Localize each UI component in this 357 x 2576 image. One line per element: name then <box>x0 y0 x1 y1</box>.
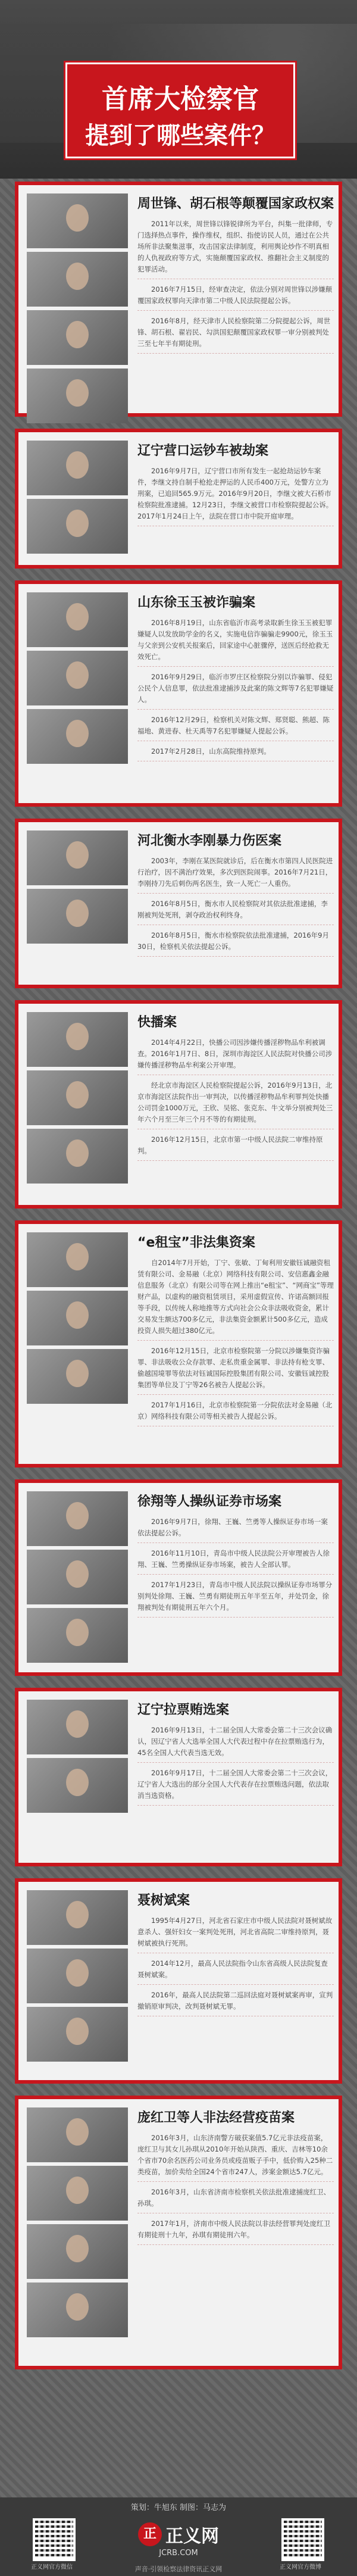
footer <box>0 2497 357 2576</box>
case-photos <box>27 1012 128 1187</box>
case-title: 山东徐玉玉被诈骗案 <box>137 595 256 610</box>
courtroom-photo <box>27 1012 128 1067</box>
case-paragraph: 2016年12月15日，北京市检察院第一分院以涉嫌集资诈骗罪、非法吸收公众存款罪、走私贵重金属罪、非法持有枪支罪、偷越国境罪等依法对钰诚国际控股集团有限公司、安徽钰诚控股集团等单位及丁宁等26名被告人提起公诉。 <box>137 1345 334 1395</box>
ezubao-photo <box>27 1232 128 1287</box>
defendant-photo <box>27 310 128 365</box>
qr-label-wechat: 正义网官方微信 <box>31 2564 73 2571</box>
qr-label-weibo: 正义网官方微博 <box>280 2564 321 2571</box>
case-title: 徐翔等人操纵证券市场案 <box>137 1494 282 1509</box>
vaccine-photo <box>27 2107 128 2162</box>
case-paragraph: 2016年9月29日，临沂市罗庄区检察院分别以诈骗罪、侵犯公民个人信息罪，依法批准逮捕涉及此案的陈文辉等7名犯罪嫌疑人。 <box>137 672 334 710</box>
case-title: 快播案 <box>137 1015 177 1030</box>
vaccine-photo <box>27 2224 128 2279</box>
page-subtitle: 提到了哪些案件？ <box>85 122 275 149</box>
case-photos <box>27 441 128 557</box>
vaccine-photo <box>27 2166 128 2221</box>
case-paragraph: 2016年11月10日，青岛市中级人民法院公开审理被告人徐翔、王巍、竺勇操纵证券市场案，被告人全部认罪。 <box>137 1548 334 1575</box>
case-paragraph: 2016年3月，山东省济南市检察机关依法批准逮捕庞红卫、孙琪。 <box>137 2187 334 2213</box>
case-paragraph: 2016年8月5日，衡水市人民检察院对其依法批准逮捕，李刚被判处死刑，剥夺政治权利终身。 <box>137 898 334 925</box>
jcrb-logo[interactable] <box>128 2521 229 2558</box>
case-paragraph: 2011年以来，周世锋以锋锐律所为平台，纠集一批律师，专门选择热点事件，操作维权，组织、指使访民人员，通过在公共场所非法聚集滋事，攻击国家法律制度，利用舆论炒作不明真相的人仇视政府等方式，实施颠覆国家政权、推翻社会主义制度的犯罪活动。 <box>137 218 334 279</box>
case-title: 河北衡水李刚暴力伤医案 <box>137 833 282 848</box>
case-paragraph: 2003年，李刚在某医院就诊后，后在衡水市第四人民医院进行治疗，因不满治疗效果，多次到医院闹事。2016年7月21日，李刚持刀先后刺伤两名医生，致一人死亡一人重伤。 <box>137 855 334 894</box>
case-photos <box>27 1491 128 1666</box>
defendant-photo <box>27 369 128 423</box>
footer-slogan: 声音·引领检察法律资讯正义网 <box>134 2565 223 2573</box>
case-photo <box>27 889 128 944</box>
case-photo <box>27 592 128 647</box>
bribery-illustration <box>27 1700 128 1754</box>
case-paragraph: 经北京市海淀区人民检察院提起公诉，2016年9月13日，北京市海淀区法院作出一审判决，以传播淫秽物品牟利罪判处快播公司罚金1000万元，王欣、吴铭、张克东、牛文举分别被判处三年六个月至三年三个月不等的有期徒刑。 <box>137 1080 334 1129</box>
page-title: 首席大检察官 <box>102 84 259 114</box>
case-photo <box>27 1608 128 1663</box>
case-paragraph: 2014年12月，最高人民法院指令山东省高级人民法院复查聂树斌案。 <box>137 1958 334 1985</box>
case-photo <box>27 441 128 495</box>
case-photo <box>27 1949 128 2003</box>
case-card-9 <box>15 1878 342 2084</box>
case-paragraph: 1995年4月27日，河北省石家庄市中级人民法院对聂树斌故意杀人、强奸妇女一案判处死刑，河北省高院二审维持原判，聂树斌被执行死刑。 <box>137 1915 334 1953</box>
case-card-3 <box>15 580 342 807</box>
logo-domain: JCRB.COM <box>159 2549 198 2558</box>
logo-mark: 正 <box>138 2522 162 2546</box>
credits: 策划：牛旭东 制图：马志为 <box>130 2503 227 2512</box>
case-title: 周世锋、胡石根等颠覆国家政权案 <box>137 196 334 211</box>
case-photos <box>27 1890 128 2065</box>
qr-code-wechat[interactable] <box>33 2518 76 2561</box>
securities-photo <box>27 1550 128 1604</box>
case-card-8 <box>15 1688 342 1866</box>
qr-code-weibo[interactable] <box>281 2518 324 2561</box>
bribery-illustration <box>27 1758 128 1813</box>
case-photos <box>27 2107 128 2341</box>
case-paragraph: 2016年8月，经天津市人民检察院第二分院提起公诉，周世锋、胡石根、翟岩民、勾洪国犯颠覆国家政权罪一审分别被判处三至七年半有期徒刑。 <box>137 316 334 354</box>
case-paragraph: 2014年4月22日，快播公司因涉嫌传播淫秽物品牟利被调查。2016年1月7日、8日，深圳市海淀区人民法院对快播公司涉嫌传播淫秽物品牟利案公开审理。 <box>137 1037 334 1075</box>
courtroom-photo <box>27 1070 128 1125</box>
case-paragraph: 2016年9月7日，辽宁营口市所有发生一起抢劫运钞车案件，李继文持自制手枪抢走押运的人民币400万元，处警方立为刑案，已追回565.9万元。2016年9月20日，李继文被大石桥市检察院批准逮捕。12月23日，李继文被营口市检察院提起公诉。2017年1月24日上午，法院在营口市中院开庭审理。 <box>137 466 334 526</box>
case-card-1 <box>15 182 342 417</box>
case-card-2 <box>15 429 342 569</box>
logo-name: 正义网 <box>165 2526 219 2547</box>
courtroom-photo <box>27 1129 128 1184</box>
case-photo <box>27 499 128 554</box>
case-card-6 <box>15 1220 342 1467</box>
case-paragraph: 2017年2月28日，山东高院维持原判。 <box>137 746 334 761</box>
case-photos <box>27 592 128 767</box>
case-paragraph: 2016年9月13日，十二届全国人大常委会第二十三次会议确认，因辽宁省人大选举全国人大代表过程中存在拉票贿选行为，45名全国人大代表当选无效。 <box>137 1725 334 1763</box>
case-photo <box>27 2007 128 2062</box>
defendant-photo <box>27 193 128 248</box>
case-photos <box>27 830 128 947</box>
vaccine-photo <box>27 2283 128 2337</box>
case-title: 辽宁营口运钞车被劫案 <box>137 444 269 458</box>
case-photo <box>27 1890 128 1945</box>
case-photo <box>27 830 128 885</box>
case-paragraph: 2017年1月16日，北京市检察院第一分院依法对金易融（北京）网络科技有限公司等相关被告人提起公诉。 <box>137 1400 334 1426</box>
case-photos <box>27 1232 128 1407</box>
case-paragraph: 2016年12月29日，检察机关对陈文辉、郑贤聪、熊超、陈福地、黄进春、杜天禹等7名犯罪嫌疑人提起公诉。 <box>137 714 334 741</box>
suspect-photo <box>27 651 128 705</box>
case-paragraph: 2016年3月，山东济南警方破获案值5.7亿元非法疫苗案，庞红卫与其女儿孙琪从2010年开始从陕西、重庆、吉林等10余个省市70余名医药公司业务员或疫苗贩子手中，低价购入25种二类疫苗，加价卖给全国24个省市247人，涉案金额达5.7亿元。 <box>137 2132 334 2182</box>
title-box <box>65 63 295 158</box>
case-photos <box>27 193 128 427</box>
case-title: 庞红卫等人非法经营疫苗案 <box>137 2110 295 2125</box>
case-card-5 <box>15 1000 342 1209</box>
defendant-photo <box>27 252 128 307</box>
case-paragraph: 自2014年7月开始，丁宁、张敏、丁甸利用安徽钰诚融资租赁有限公司、金易融（北京）网络科技有限公司、安信惠鑫金融信息服务（北京）有限公司等在网上推出“e租宝”、“网商宝”等理财产品，以虚构的融资租赁项目，采用虚假宣传、许诺高额回报等手段，以传统人称地推等方式向社会公众非法吸收资金，累计交易发生额达700多亿元，非法集资金额累计500多亿元，造成投资人损失超过380亿元。 <box>137 1257 334 1341</box>
case-paragraph: 2016年9月17日，十二届全国人大常委会第二十三次会议，辽宁省人大选出的部分全国人大代表存在拉票贿选问题，依法取消当选资格。 <box>137 1768 334 1806</box>
case-card-7 <box>15 1479 342 1676</box>
case-paragraph: 2017年1月23日，青岛市中级人民法院以操纵证券市场罪分别判处徐翔、王巍、竺勇有期徒刑五年半至五年，并处罚金，徐翔被判处有期徒刑五年六个月。 <box>137 1579 334 1618</box>
case-paragraph: 2016年8月5日，衡水市检察院依法批准逮捕，2016年9月30日，检察机关依法提起公诉。 <box>137 930 334 957</box>
case-title: 聂树斌案 <box>137 1893 190 1908</box>
case-paragraph: 2016年12月15日，北京市第一中级人民法院二审维持原判。 <box>137 1134 334 1161</box>
case-paragraph: 2016年7月15日，经审查决定，依法分别对周世锋以涉嫌颠覆国家政权罪向天津市第二中级人民法院提起公诉。 <box>137 284 334 311</box>
case-photos <box>27 1700 128 1816</box>
case-paragraph: 2016年8月19日，山东省临沂市高考录取新生徐玉玉被犯罪嫌疑人以发放助学金的名义，实施电信诈骗骗走9900元，徐玉玉与父亲到公安机关报案后，回家途中心脏骤停，送医后经抢救无效死亡。 <box>137 617 334 667</box>
case-paragraph: 2016年，最高人民法院第二巡回法庭对聂树斌案再审，宣判撤销原审判决，改判聂树斌无罪。 <box>137 1990 334 2016</box>
suspect-photo <box>27 709 128 764</box>
case-paragraph: 2016年9月7日，徐翔、王巍、竺勇等人操纵证券市场一案依法提起公诉。 <box>137 1516 334 1543</box>
case-paragraph: 2017年1月，济南市中级人民法院以非法经营罪判处庞红卫有期徒刑十九年，孙琪有期徒刑六年。 <box>137 2218 334 2245</box>
case-card-4 <box>15 819 342 988</box>
defendant-photo <box>27 1491 128 1546</box>
case-card-10 <box>15 2096 342 2369</box>
ezubao-photo <box>27 1349 128 1404</box>
case-title: 辽宁拉票贿选案 <box>137 1703 230 1718</box>
ezubao-photo <box>27 1291 128 1345</box>
case-title: “e租宝”非法集资案 <box>137 1235 255 1250</box>
header-banner <box>0 0 357 179</box>
